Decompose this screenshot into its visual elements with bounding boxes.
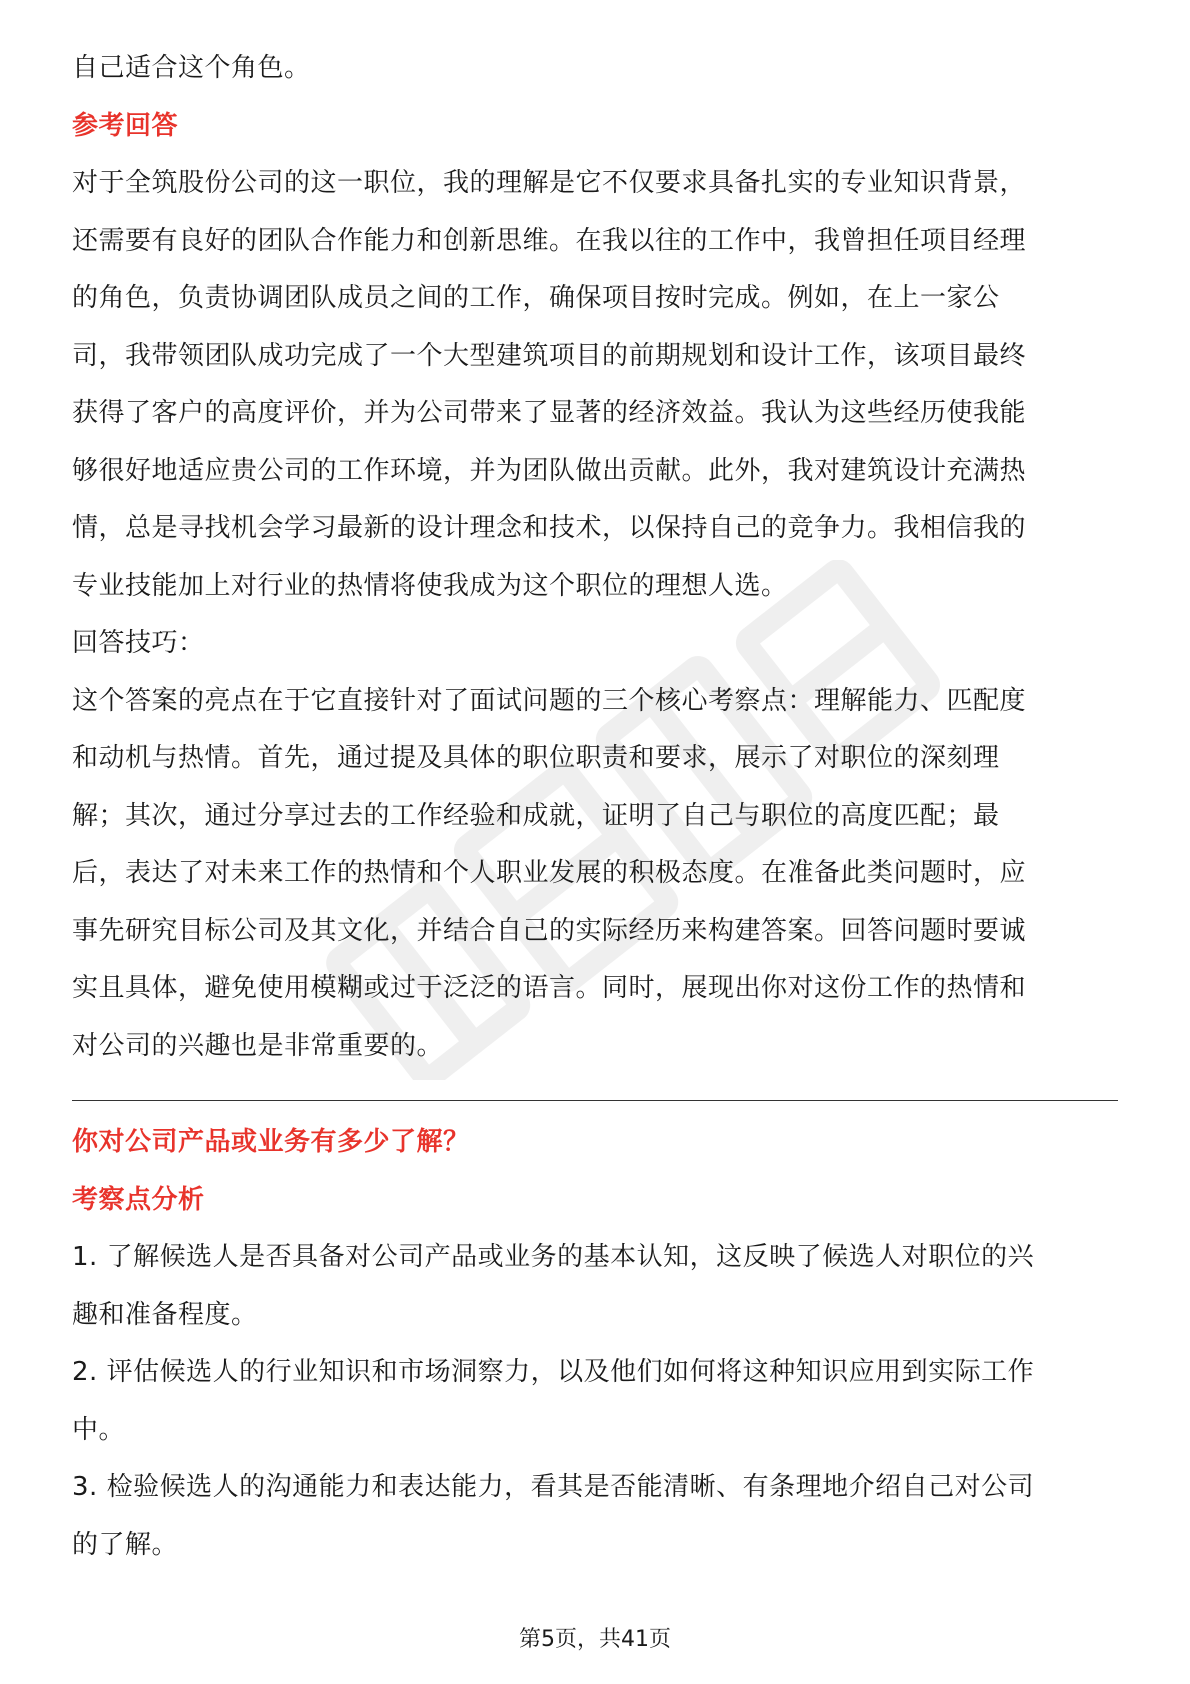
paragraph-line: 获得了客户的高度评价，并为公司带来了显著的经济效益。我认为这些经历使我能: [72, 398, 1027, 428]
document-page: [72, 40, 1118, 1574]
paragraph-line: 后，表达了对未来工作的热情和个人职业发展的积极态度。在准备此类问题时，应: [72, 858, 1027, 888]
paragraph-line: 实且具体，避免使用模糊或过于泛泛的语言。同时，展现出你对这份工作的热情和: [72, 973, 1027, 1003]
tips-body: [72, 673, 1118, 1076]
analysis-heading: 考察点分析: [72, 1184, 205, 1215]
list-item-line: 趣和准备程度。: [72, 1299, 258, 1330]
page-number-footer: 第5页，共41页: [519, 1627, 671, 1652]
tips-heading: 回答技巧：: [72, 628, 205, 658]
paragraph-line: 情，总是寻找机会学习最新的设计理念和技术，以保持自己的竞争力。我相信我的: [72, 513, 1027, 543]
reference-answer-heading: 参考回答: [72, 110, 179, 141]
paragraph-line: 司，我带领团队成功完成了一个大型建筑项目的前期规划和设计工作，该项目最终: [72, 340, 1027, 371]
list-item-line: 中。: [72, 1414, 126, 1445]
paragraph-line: 还需要有良好的团队合作能力和创新思维。在我以往的工作中，我曾担任项目经理: [72, 225, 1027, 256]
paragraph-line: 对于全筑股份公司的这一职位，我的理解是它不仅要求具备扎实的专业知识背景，: [72, 168, 1027, 198]
list-item-line: 2. 评估候选人的行业知识和市场洞察力，以及他们如何将这种知识应用到实际工作: [72, 1357, 1035, 1387]
list-item-line: 1. 了解候选人是否具备对公司产品或业务的基本认知，这反映了候选人对职位的兴: [72, 1242, 1035, 1272]
paragraph-line: 够很好地适应贵公司的工作环境，并为团队做出贡献。此外，我对建筑设计充满热: [72, 455, 1027, 486]
list-item-line: 的了解。: [72, 1529, 179, 1560]
paragraph-line: 这个答案的亮点在于它直接针对了面试问题的三个核心考察点：理解能力、匹配度: [72, 685, 1027, 716]
paragraph-line: 事先研究目标公司及其文化，并结合自己的实际经历来构建答案。回答问题时要诚: [72, 915, 1027, 946]
analysis-list: [72, 1229, 1118, 1574]
paragraph-line: 对公司的兴趣也是非常重要的。: [72, 1030, 444, 1061]
reference-answer-body: [72, 155, 1118, 615]
paragraph-line: 专业技能加上对行业的热情将使我成为这个职位的理想人选。: [72, 570, 788, 601]
question-title: 你对公司产品或业务有多少了解？: [72, 1127, 470, 1157]
previous-answer-tail: 自己适合这个角色。: [72, 53, 311, 83]
paragraph-line: 的角色，负责协调团队成员之间的工作，确保项目按时完成。例如，在上一家公: [72, 283, 1000, 313]
list-item-line: 3. 检验候选人的沟通能力和表达能力，看其是否能清晰、有条理地介绍自己对公司: [72, 1472, 1035, 1502]
paragraph-line: 和动机与热情。首先，通过提及具体的职位职责和要求，展示了对职位的深刻理: [72, 743, 1000, 773]
paragraph-line: 解；其次，通过分享过去的工作经验和成就，证明了自己与职位的高度匹配；最: [72, 800, 1000, 831]
section-divider: [72, 1100, 1118, 1101]
